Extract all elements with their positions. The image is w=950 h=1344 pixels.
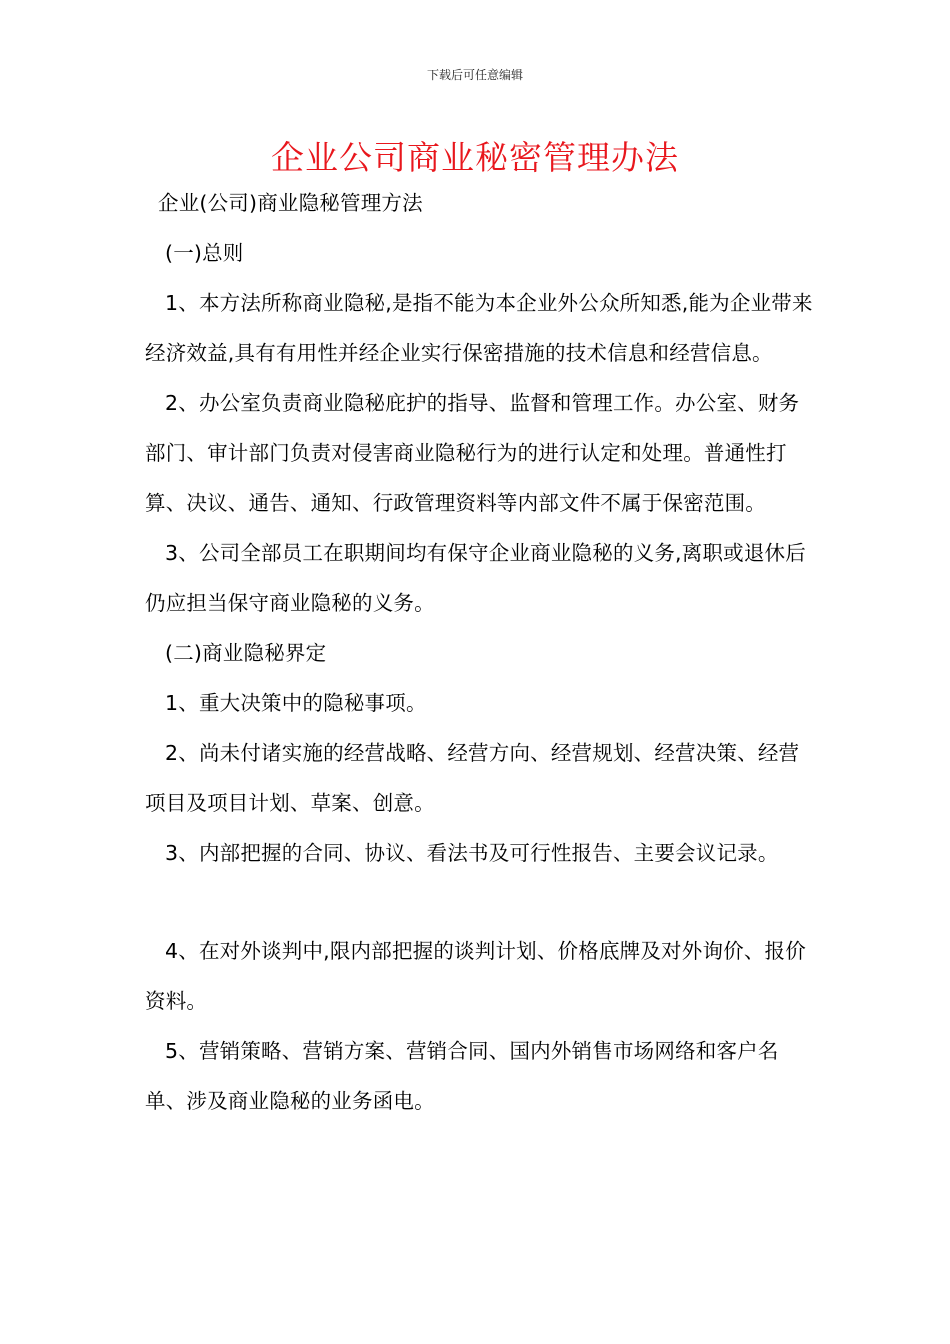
section-heading-general: (一)总则 — [165, 241, 244, 265]
item-4: 4、在对外谈判中,限内部把握的谈判计划、价格底牌及对外询价、报价资料。 — [145, 939, 806, 1013]
document-body — [145, 178, 815, 1126]
item-3: 3、内部把握的合同、协议、看法书及可行性报告、主要会议记录。 — [165, 841, 779, 865]
paragraph-3: 3、公司全部员工在职期间均有保守企业商业隐秘的义务,离职或退休后仍应担当保守商业隐秘的义务。 — [145, 541, 806, 615]
paragraph-1: 1、本方法所称商业隐秘,是指不能为本企业外公众所知悉,能为企业带来经济效益,具有有用性并经企业实行保密措施的技术信息和经营信息。 — [145, 291, 813, 365]
section-heading-definition: (二)商业隐秘界定 — [165, 641, 327, 665]
page-header: 下载后可任意编辑 — [426, 68, 523, 82]
document-title: 企业公司商业秘密管理办法 — [271, 138, 679, 177]
item-1: 1、重大决策中的隐秘事项。 — [165, 691, 427, 715]
item-2: 2、尚未付诸实施的经营战略、经营方向、经营规划、经营决策、经营项目及项目计划、草案、创意。 — [145, 741, 800, 815]
blank-line — [145, 878, 815, 926]
item-5: 5、营销策略、营销方案、营销合同、国内外销售市场网络和客户名单、涉及商业隐秘的业务函电。 — [145, 1039, 779, 1113]
paragraph-2: 2、办公室负责商业隐秘庇护的指导、监督和管理工作。办公室、财务部门、审计部门负责对侵害商业隐秘行为的进行认定和处理。普通性打算、决议、通告、通知、行政管理资料等内部文件不属于保密范围。 — [145, 391, 800, 515]
document-subtitle: 企业(公司)商业隐秘管理方法 — [158, 191, 423, 215]
